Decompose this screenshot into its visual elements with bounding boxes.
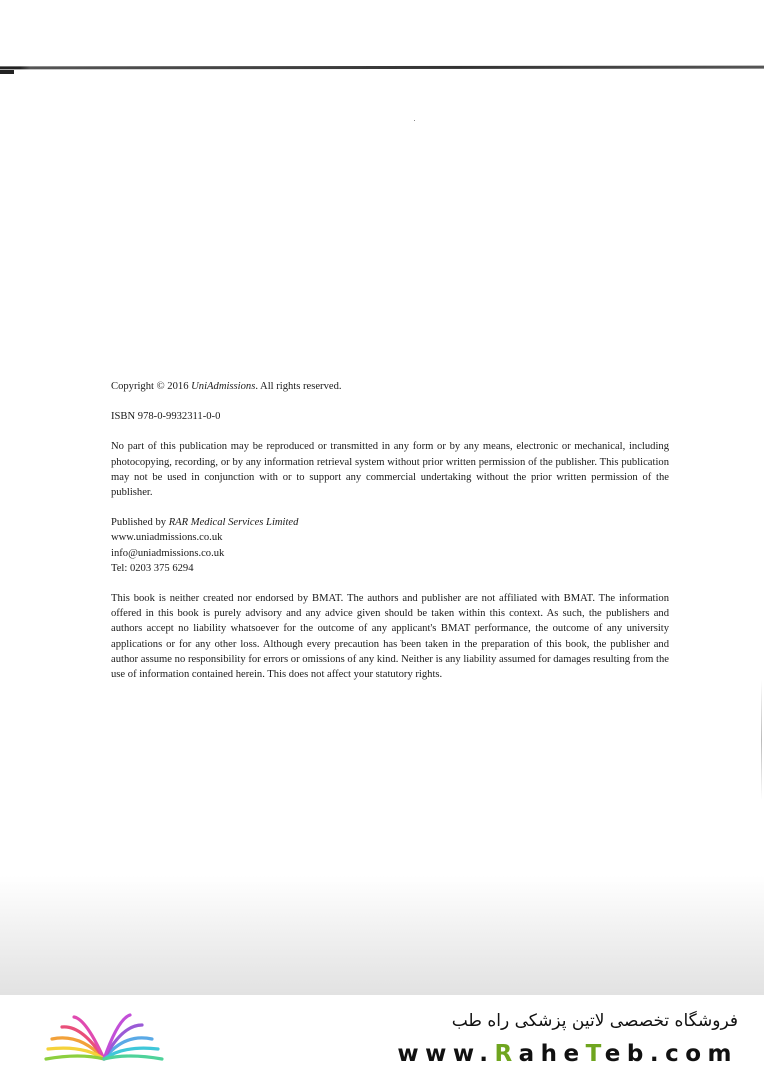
copyright-line xyxy=(111,379,669,394)
copyright-suffix: . All rights reserved. xyxy=(255,381,342,392)
published-by-prefix: Published by xyxy=(111,517,169,529)
right-scan-edge xyxy=(761,680,762,800)
copyright-prefix: Copyright © 2016 xyxy=(111,381,192,392)
top-scan-edge-line xyxy=(0,66,764,70)
publisher-email: info@uniadmissions.co.uk xyxy=(111,547,225,559)
isbn: ISBN 978-0-9932311-0-0 xyxy=(111,411,221,423)
copyright-page-text xyxy=(111,379,669,682)
publisher-website: www.uniadmissions.co.uk xyxy=(111,532,223,544)
disclaimer: This book is neither created nor endorsed by BMAT. The authors and publisher are not affiliated with BMAT. The information offered in this book is purely advisory and any advice given should be taken within this context. As such, the publishers and authors accept no liability whatsoever for the outcome of any applicant's BMAT performance, the outcome of any university applications or for any other loss. Although every precaution has been taken in the preparation of this book, the publisher and author assume no responsibility for errors or omissions of any kind. Neither is any liability assumed for damages resulting from the use of information contained herein. This does not affect your statutory rights. xyxy=(111,593,669,681)
store-name: فروشگاه تخصصی لاتین پزشکی راه طب xyxy=(451,1011,738,1031)
open-book-rainbow-icon xyxy=(40,1013,168,1065)
permission-notice: No part of this publication may be reproduced or transmitted in any form or by any means, electronic or mechanical, including photocopying, recording, or by any information retrieval system without prior written permission of the publisher. This publication may not be used in conjunction with or to support any commercial undertaking without the prior written permission of the publisher. xyxy=(111,441,669,499)
store-footer-banner xyxy=(0,995,764,1080)
published-by-line xyxy=(111,515,669,530)
store-url[interactable]: www.RaheTeb.com xyxy=(397,1041,738,1067)
copyright-company: UniAdmissions xyxy=(191,381,256,392)
scan-speck xyxy=(414,120,415,121)
publisher-name: RAR Medical Services Limited xyxy=(168,517,299,529)
top-scan-edge-tick xyxy=(0,70,14,74)
publisher-phone: Tel: 0203 375 6294 xyxy=(111,562,194,574)
